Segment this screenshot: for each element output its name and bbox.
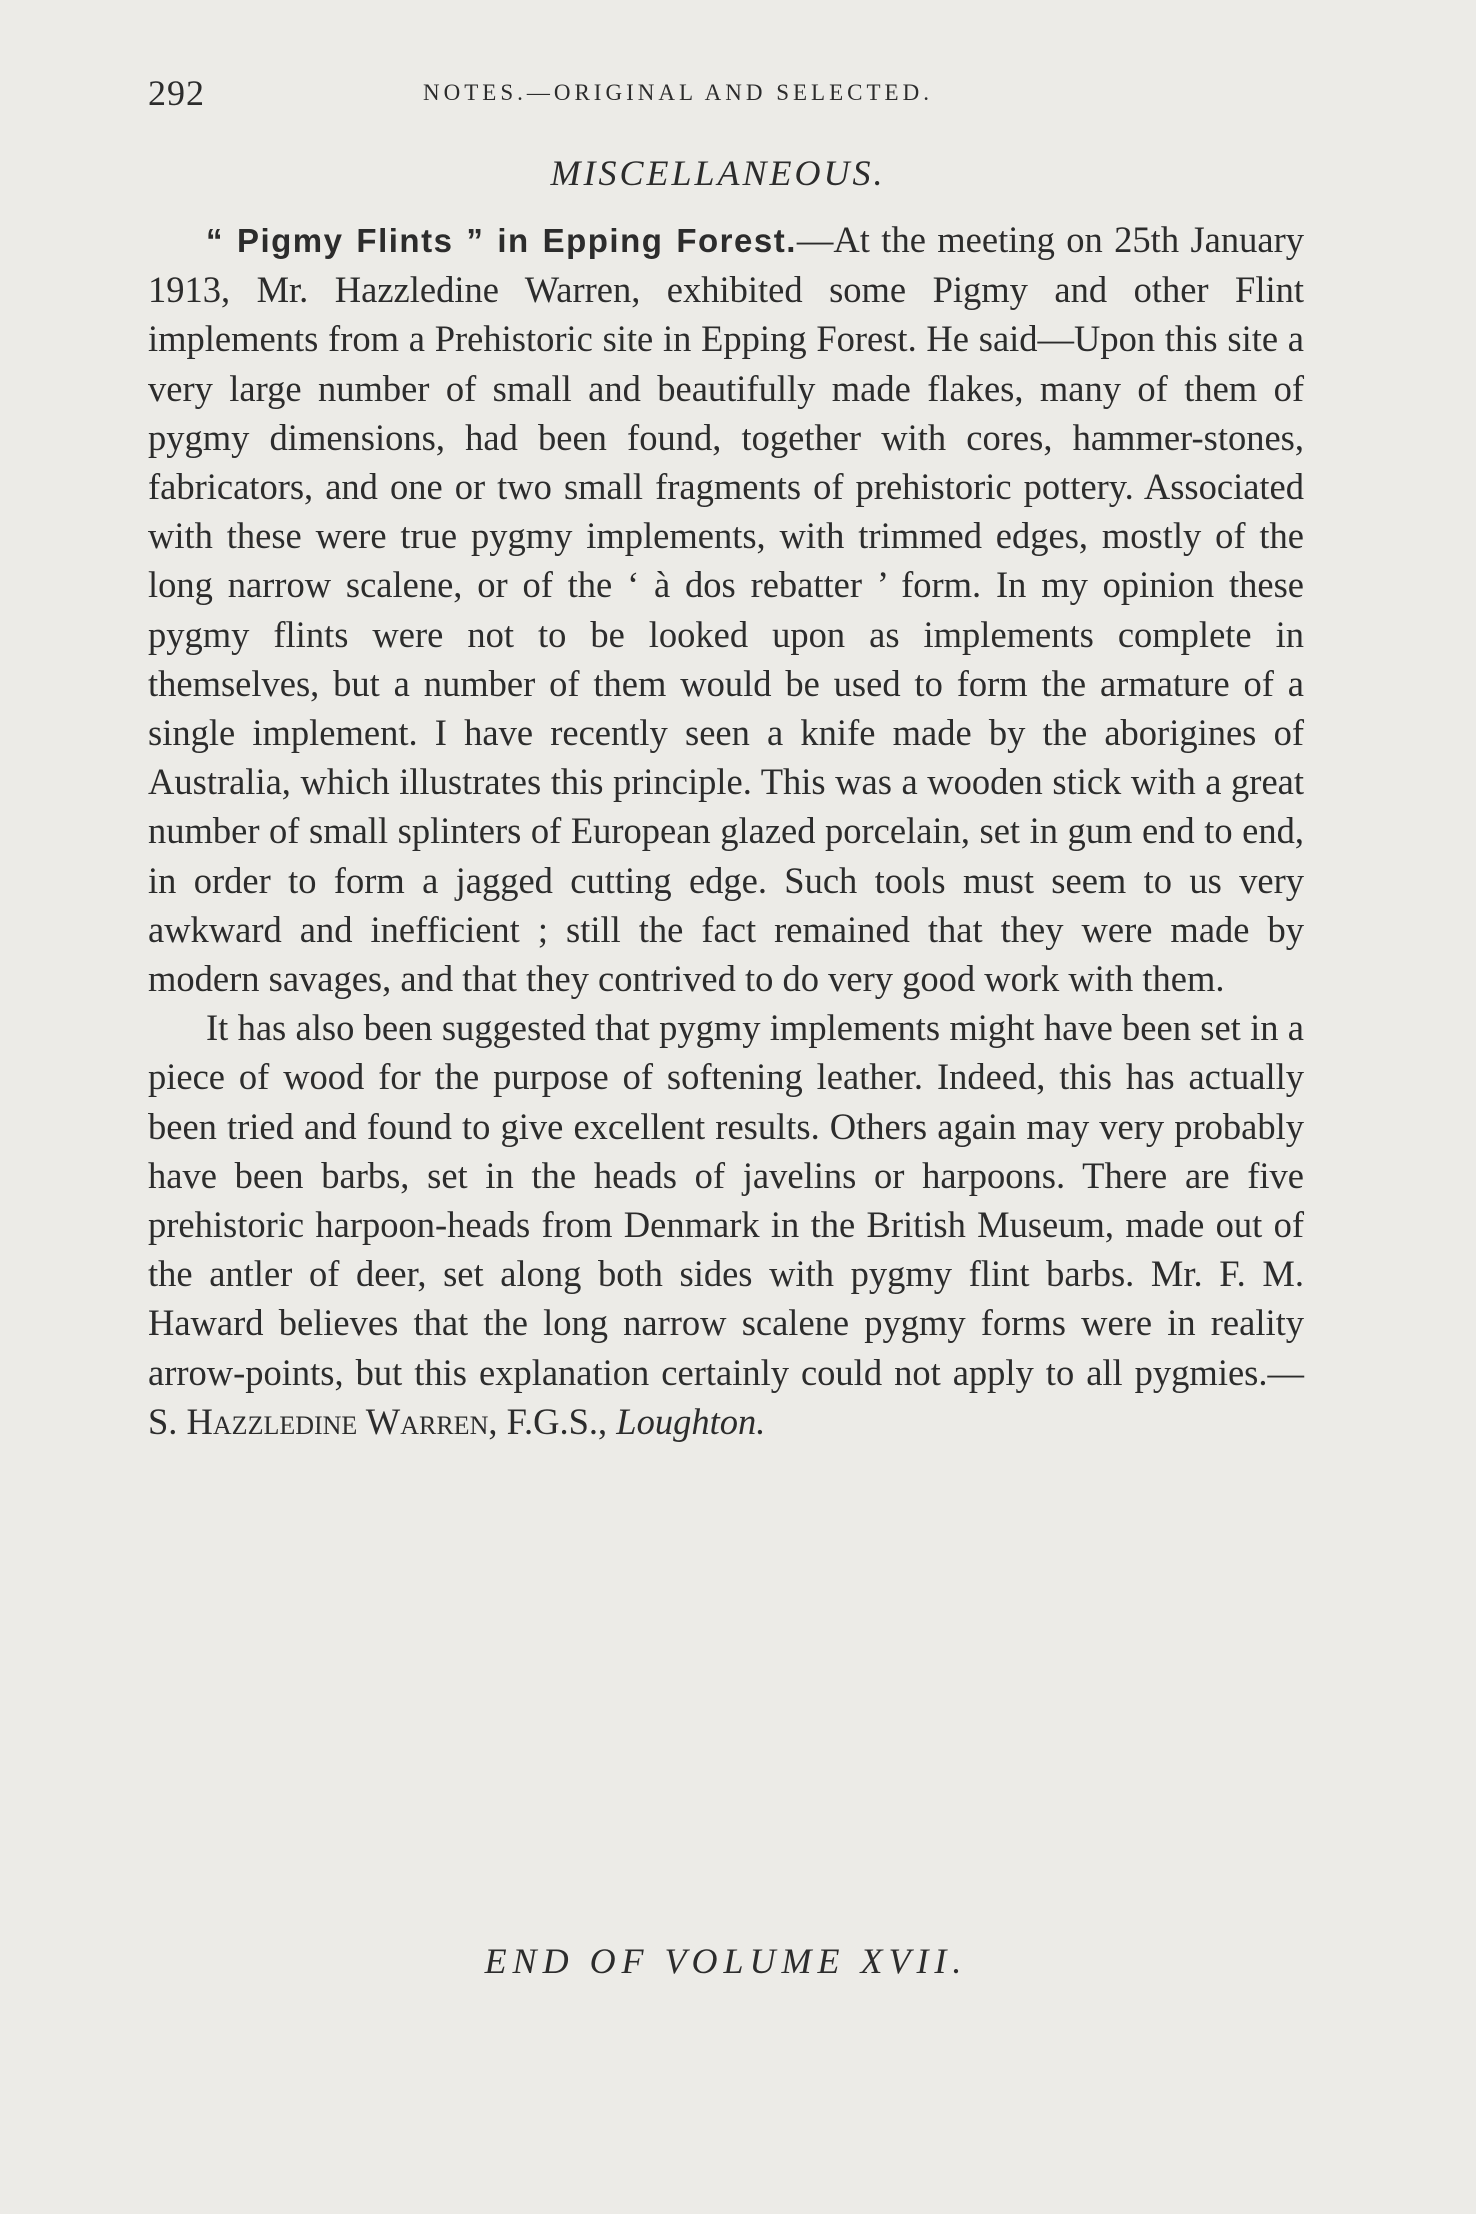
running-title: NOTES.—ORIGINAL AND SELECTED. (423, 80, 933, 105)
article-body (148, 215, 1304, 1446)
signature-place: Loughton. (616, 1400, 766, 1442)
paragraph-2-text: It has also been suggested that pygmy implements might have been set in a piece of wood for the purpose of softening leather. Indeed, this has actually been tried and found to give excellent results. Others again may very probably have been barbs, set in the heads of javelins or harpoons. There are five prehistoric harpoon-heads from Denmark in the British Museum, made out of the antler of deer, set along both sides with pygmy flint barbs. Mr. F. M. Haward believes that the long narrow scalene pygmy forms were in reality arrow-points, but this explanation certainly could not apply to all pygmies.— (148, 1007, 1304, 1393)
end-of-volume: END OF VOLUME XVII. (484, 1941, 968, 1981)
article-title: “ Pigmy Flints ” in Epping Forest. (206, 222, 797, 259)
paragraph-1-text: —At the meeting on 25th January 1913, Mr. Hazzledine Warren, exhibited some Pigmy and other Flint implements from a Prehistoric site in Epping Forest. He said—Upon this site a very large number of small and beautifully made flakes, many of them of pygmy dimensions, had been found, together with cores, hammer-stones, fabricators, and one or two small fragments of prehistoric pottery. Associated with these were true pygmy implements, with trimmed edges, mostly of the long narrow scalene, or of the ‘ à dos rebatter ’ form. In my opinion these pygmy flints were not to be looked upon as implements complete in themselves, but a number of them would be used to form the armature of a single implement. I have recently seen a knife made by the aborigines of Australia, which illustrates this principle. This was a wooden stick with a great number of small splinters of European glazed porcelain, set in gum end to end, in order to form a jagged cutting edge. Such tools must seem to us very awkward and inefficient ; still the fact remained that they were made by modern savages, and that they contrived to do very good work with them. (148, 219, 1304, 1000)
page-number: 292 (148, 73, 205, 113)
signature-name: S. Hazzledine Warren (148, 1400, 489, 1442)
section-heading: MISCELLANEOUS. (550, 153, 886, 193)
paragraph-1 (148, 215, 1304, 1003)
paragraph-2 (148, 1003, 1304, 1446)
signature-separator: , F.G.S., (488, 1400, 617, 1442)
running-head (148, 72, 1308, 122)
